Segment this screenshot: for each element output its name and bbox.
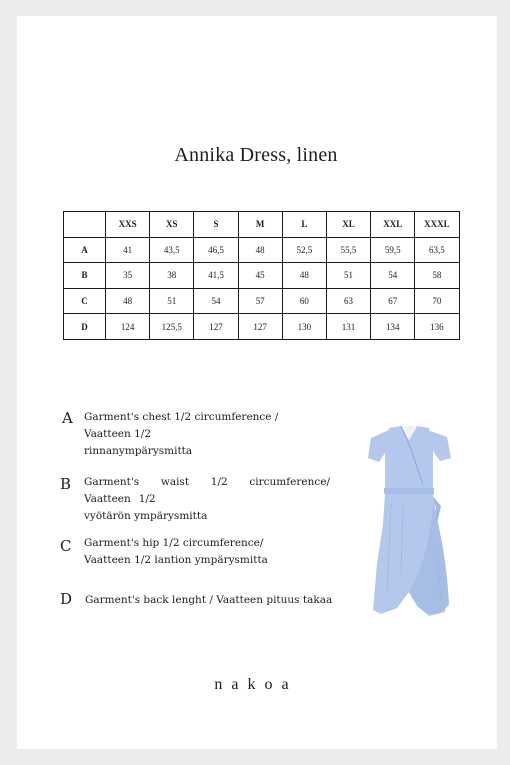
table-row-label: C	[64, 288, 106, 314]
table-cell: 51	[150, 288, 194, 314]
table-header-cell: L	[282, 212, 326, 238]
table-cell: 48	[282, 263, 326, 289]
legend-letter-b: B	[60, 475, 72, 493]
legend-letter-d: D	[60, 590, 73, 608]
size-table	[63, 211, 460, 340]
table-cell: 63,5	[415, 237, 459, 263]
legend-letter-c: C	[60, 537, 72, 555]
table-row-label: B	[64, 263, 106, 289]
table-header-cell	[64, 212, 106, 238]
brand-logo: nakoa	[214, 676, 298, 693]
table-cell: 136	[415, 314, 459, 340]
dress-belt	[384, 488, 434, 494]
table-cell: 70	[415, 288, 459, 314]
legend-line: vyötärön ympärysmitta	[84, 510, 208, 522]
table-row	[64, 314, 460, 340]
table-cell: 130	[282, 314, 326, 340]
table-cell: 60	[282, 288, 326, 314]
dress-image	[367, 424, 455, 620]
size-chart-card	[17, 16, 497, 749]
legend-line: Vaatteen 1/2 lantion ympärysmitta	[84, 554, 268, 566]
table-cell: 48	[238, 237, 282, 263]
table-cell: 35	[106, 263, 150, 289]
legend-line: Garment's chest 1/2 circumference / Vaatteen 1/2	[84, 411, 279, 440]
table-cell: 127	[238, 314, 282, 340]
legend-description-a	[84, 409, 324, 460]
legend-description-c	[84, 535, 324, 569]
table-header-cell: XL	[326, 212, 370, 238]
table-cell: 134	[371, 314, 415, 340]
legend-line: rinnanympärysmitta	[84, 445, 193, 457]
table-header-cell: M	[238, 212, 282, 238]
table-cell: 54	[371, 263, 415, 289]
legend-description-d	[85, 592, 345, 609]
table-cell: 58	[415, 263, 459, 289]
table-cell: 41,5	[194, 263, 238, 289]
legend-line: Garment's hip 1/2 circumference/	[84, 537, 264, 549]
table-header-cell: XXXL	[415, 212, 459, 238]
table-cell: 125,5	[150, 314, 194, 340]
table-row-label: D	[64, 314, 106, 340]
table-cell: 127	[194, 314, 238, 340]
table-cell: 46,5	[194, 237, 238, 263]
legend-letter-a: A	[62, 409, 73, 427]
table-header-cell: XXL	[371, 212, 415, 238]
table-cell: 52,5	[282, 237, 326, 263]
table-row	[64, 237, 460, 263]
table-cell: 67	[371, 288, 415, 314]
table-row-label: A	[64, 237, 106, 263]
table-cell: 45	[238, 263, 282, 289]
table-header-cell: S	[194, 212, 238, 238]
table-cell: 48	[106, 288, 150, 314]
table-header-cell: XXS	[106, 212, 150, 238]
table-row	[64, 263, 460, 289]
table-cell: 51	[326, 263, 370, 289]
table-cell: 63	[326, 288, 370, 314]
table-cell: 38	[150, 263, 194, 289]
table-cell: 57	[238, 288, 282, 314]
legend-description-b	[84, 474, 330, 525]
table-cell: 55,5	[326, 237, 370, 263]
table-cell: 41	[106, 237, 150, 263]
table-header-cell: XS	[150, 212, 194, 238]
table-cell: 59,5	[371, 237, 415, 263]
table-cell: 124	[106, 314, 150, 340]
page-title: Annika Dress, linen	[174, 144, 338, 166]
table-cell: 131	[326, 314, 370, 340]
legend-line: Garment's back lenght / Vaatteen pituus takaa	[85, 594, 333, 606]
table-cell: 54	[194, 288, 238, 314]
table-header-row	[64, 212, 460, 238]
legend-line: Garment's waist 1/2 circumference/ Vaatteen 1/2	[84, 476, 330, 505]
table-cell: 43,5	[150, 237, 194, 263]
table-row	[64, 288, 460, 314]
